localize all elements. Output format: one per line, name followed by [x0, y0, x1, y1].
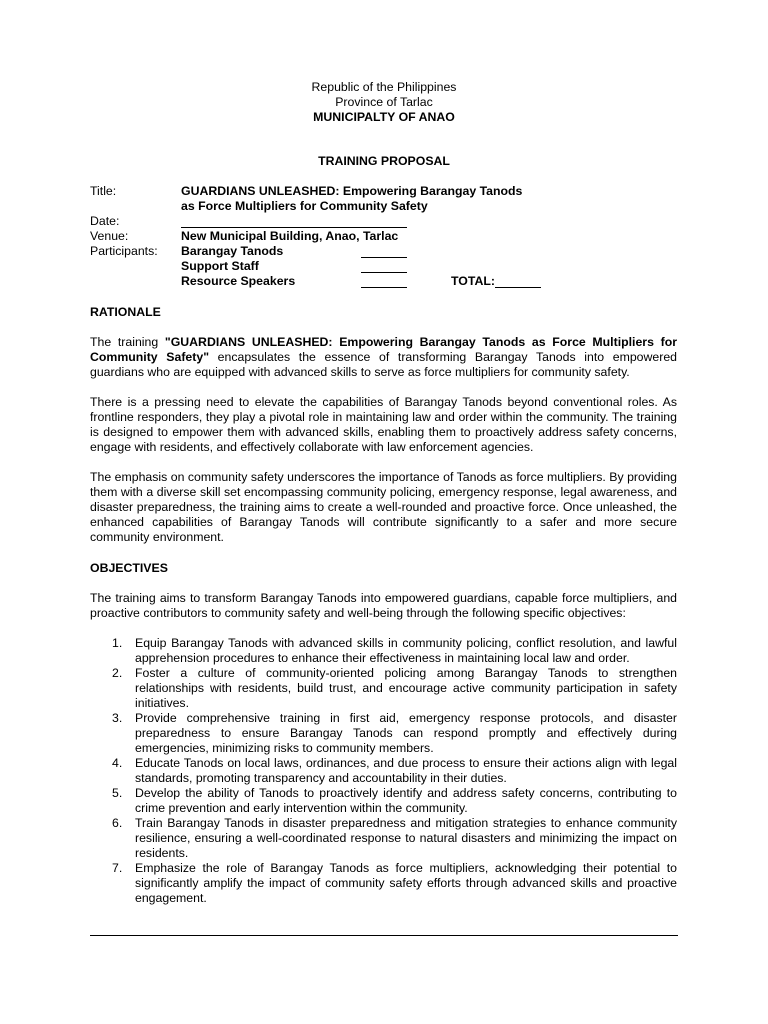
venue-label: Venue:	[90, 229, 129, 243]
participant-count-blank	[361, 257, 407, 258]
list-item	[90, 756, 677, 786]
list-item-number: 1.	[112, 636, 123, 650]
list-item-text: Provide comprehensive training in first aid, emergency response protocols, and disaster preparedness to ensure Barangay Tanods can respond promptly and effectively during emergencies, minimizing risks to community members.	[135, 711, 677, 755]
rationale-paragraph-2: There is a pressing need to elevate the capabilities of Barangay Tanods beyond conventional roles. As frontline responders, they play a pivotal role in maintaining law and order within the community. The training is designed to empower them with advanced skills, enabling them to proactively address safety concerns, engage with residents, and effectively collaborate with law enforcement agencies.	[90, 395, 677, 454]
venue-value: New Municipal Building, Anao, Tarlac	[181, 229, 399, 243]
participant-support-staff: Support Staff	[181, 259, 259, 273]
list-item-number: 2.	[112, 666, 123, 680]
participants-row	[90, 244, 690, 259]
letterhead-municipality: MUNICIPALTY OF ANAO	[313, 110, 455, 124]
rationale-p1-lead: The training	[90, 335, 165, 349]
objectives-intro: The training aims to transform Barangay Tanods into empowered guardians, capable force multipliers, and proactive contributors to community safety and well-being through the following specific objectives:	[90, 591, 677, 620]
list-item-number: 4.	[112, 756, 123, 770]
letterhead-country: Republic of the Philippines	[311, 80, 457, 94]
list-item	[90, 786, 677, 816]
document-title: TRAINING PROPOSAL	[318, 154, 450, 168]
list-item-text: Develop the ability of Tanods to proactively identify and address safety concerns, contributing to crime prevention and early intervention within the community.	[135, 786, 677, 815]
venue-row	[90, 229, 690, 244]
rationale-p1-training-title: "GUARDIANS UNLEASHED: Empowering Barangay Tanods as Force Multipliers for Community Safety"	[90, 335, 677, 364]
rationale-paragraph-3: The emphasis on community safety underscores the importance of Tanods as force multipliers. By providing them with a diverse skill set encompassing community policing, emergency response, legal awareness, and disaster preparedness, the training aims to create a well-rounded and proactive force. Once unleashed, the enhanced capabilities of Barangay Tanods will contribute significantly to a safer and more secure community environment.	[90, 470, 677, 544]
participant-barangay-tanods: Barangay Tanods	[181, 244, 284, 258]
list-item	[90, 636, 677, 666]
total-label: TOTAL:	[451, 274, 495, 288]
title-label: Title:	[90, 184, 117, 198]
page-bottom-rule	[90, 935, 678, 936]
list-item	[90, 816, 677, 861]
list-item-text: Emphasize the role of Barangay Tanods as force multipliers, acknowledging their potential to significantly amplify the impact of community safety efforts through advanced skills and proactive engagement.	[135, 861, 677, 905]
list-item-text: Educate Tanods on local laws, ordinances, and due process to ensure their actions align with legal standards, promoting transparency and accountability in their duties.	[135, 756, 677, 785]
title-value-line2: as Force Multipliers for Community Safety	[181, 199, 428, 213]
participant-resource-speakers: Resource Speakers	[181, 274, 296, 288]
date-blank-line	[181, 227, 407, 228]
list-item-text: Foster a culture of community-oriented policing among Barangay Tanods to strengthen relationships with residents, build trust, and encourage active community participation in safety initiatives.	[135, 666, 677, 710]
list-item	[90, 711, 677, 756]
list-item-number: 3.	[112, 711, 123, 725]
letterhead-province: Province of Tarlac	[335, 95, 433, 109]
rationale-paragraph-1	[90, 335, 677, 380]
list-item-number: 5.	[112, 786, 123, 800]
participants-label: Participants:	[90, 244, 158, 258]
participant-count-blank	[361, 287, 407, 288]
list-item	[90, 666, 677, 711]
letterhead	[0, 80, 768, 125]
list-item-number: 7.	[112, 861, 123, 875]
title-row-continued	[90, 199, 690, 214]
date-row	[90, 214, 690, 229]
total-blank-line	[495, 287, 541, 288]
list-item-text: Equip Barangay Tanods with advanced skills in community policing, conflict resolution, and lawful apprehension procedures to enhance their effectiveness in maintaining local law and order.	[135, 636, 677, 665]
participant-count-blank	[361, 272, 407, 273]
participants-row	[90, 259, 690, 274]
rationale-heading: RATIONALE	[90, 305, 161, 319]
title-value-line1: GUARDIANS UNLEASHED: Empowering Barangay Tanods	[181, 184, 523, 198]
list-item	[90, 861, 677, 906]
title-row	[90, 184, 690, 199]
objectives-list	[90, 636, 677, 906]
proposal-details	[90, 184, 690, 289]
rationale-p1-rest: encapsulates the essence of transforming Barangay Tanods into empowered guardians who are equipped with advanced skills to serve as force multipliers for community safety.	[90, 350, 677, 379]
objectives-heading: OBJECTIVES	[90, 561, 168, 575]
participants-row	[90, 274, 690, 289]
date-label: Date:	[90, 214, 120, 228]
list-item-number: 6.	[112, 816, 123, 830]
list-item-text: Train Barangay Tanods in disaster preparedness and mitigation strategies to enhance community resilience, ensuring a well-coordinated response to natural disasters and minimizing the impact on residents.	[135, 816, 677, 860]
